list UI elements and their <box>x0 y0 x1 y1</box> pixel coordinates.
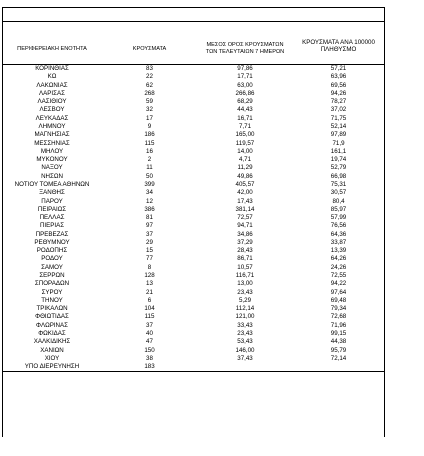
cell-avg7: 119,57 <box>235 139 255 147</box>
cell-avg7: 14,00 <box>237 147 253 155</box>
cell-cases: 32 <box>146 106 153 114</box>
cell-avg7: 266,86 <box>235 89 255 97</box>
cell-cases: 150 <box>144 346 155 354</box>
cell-cases: 115 <box>144 313 155 321</box>
cell-per100k: 97,64 <box>330 288 347 296</box>
table-row <box>2 313 384 321</box>
cell-avg7: 53,43 <box>237 338 253 346</box>
cell-avg7: 5,29 <box>238 296 252 304</box>
cell-region: ΝΑΞΟΥ <box>41 164 63 172</box>
cell-per100k: 30,57 <box>330 189 347 197</box>
cell-per100k: 80,4 <box>332 197 345 205</box>
cell-cases: 37 <box>146 230 153 238</box>
cell-per100k: 72,68 <box>330 313 347 321</box>
cell-per100k: 33,87 <box>330 238 347 246</box>
cell-avg7: 33,43 <box>237 321 253 329</box>
cell-avg7: 23,43 <box>237 288 253 296</box>
cell-avg7: 17,43 <box>237 197 253 205</box>
cell-region: ΛΕΥΚΑΔΑΣ <box>35 114 69 122</box>
cell-cases: 37 <box>146 321 153 329</box>
table-row <box>2 164 384 172</box>
table-row <box>2 156 384 164</box>
cell-avg7: 86,71 <box>237 255 253 263</box>
cell-region: ΦΛΩΡΙΝΑΣ <box>36 321 68 329</box>
cell-region: ΞΑΝΘΗΣ <box>39 189 65 197</box>
cell-cases: 186 <box>144 131 155 139</box>
cell-per100k: 72,55 <box>330 272 347 280</box>
cell-per100k: 75,31 <box>330 180 347 188</box>
cell-per100k: 64,36 <box>330 230 347 238</box>
cell-avg7: 28,43 <box>237 247 253 255</box>
cell-cases: 29 <box>146 238 153 246</box>
cell-cases: 21 <box>146 288 153 296</box>
cell-cases: 22 <box>146 73 153 81</box>
cell-region: ΣΕΡΡΩΝ <box>39 272 65 280</box>
cell-region: ΚΩ <box>47 73 57 81</box>
table-row <box>2 198 384 206</box>
cell-region: ΣΑΜΟΥ <box>41 263 63 271</box>
cell-avg7: 121,00 <box>235 313 255 321</box>
cell-avg7: 37,29 <box>237 238 253 246</box>
header-per100k-line1: ΚΡΟΥΣΜΑΤΑ ΑΝΑ 100000 <box>302 39 375 46</box>
cases-table-body <box>2 65 384 372</box>
table-row <box>2 65 384 73</box>
second-rule <box>2 21 384 22</box>
cell-per100k: 52,79 <box>330 164 347 172</box>
cell-cases: 8 <box>147 263 152 271</box>
cell-avg7: 49,86 <box>237 172 253 180</box>
table-row <box>2 82 384 90</box>
cell-cases: 9 <box>147 122 152 130</box>
cell-avg7 <box>197 363 293 372</box>
cell-region: ΠΙΕΡΙΑΣ <box>39 222 65 230</box>
table-row <box>2 181 384 189</box>
cell-cases: 97 <box>146 222 153 230</box>
cell-avg7: 44,43 <box>237 106 253 114</box>
table-row <box>2 140 384 148</box>
cell-cases: 128 <box>144 272 155 280</box>
cell-avg7: 63,00 <box>237 81 253 89</box>
cell-avg7: 23,43 <box>237 330 253 337</box>
table-row <box>2 115 384 123</box>
cell-cases: 386 <box>144 205 155 213</box>
table-row <box>2 264 384 272</box>
cell-cases: 399 <box>144 180 155 188</box>
table-row <box>2 272 384 280</box>
cell-per100k: 64,26 <box>330 255 347 263</box>
cell-region: ΦΘΙΩΤΙΔΑΣ <box>35 313 69 321</box>
cell-per100k: 99,15 <box>330 330 347 337</box>
cell-per100k: 24,26 <box>330 263 347 271</box>
cell-cases: 104 <box>144 305 155 313</box>
cell-region: ΛΗΜΝΟΥ <box>38 122 66 130</box>
cell-avg7: 165,00 <box>235 131 255 139</box>
cell-region: ΣΠΟΡΑΔΩΝ <box>34 280 70 288</box>
cell-avg7: 37,43 <box>237 354 253 362</box>
cell-region: ΚΟΡΙΝΘΙΑΣ <box>35 65 69 72</box>
cell-per100k: 97,89 <box>330 131 347 139</box>
header-per100k-line2: ΠΛΗΘΥΣΜΟ <box>320 46 357 53</box>
cell-per100k: 71,75 <box>330 114 347 122</box>
table-row <box>2 231 384 239</box>
table-row <box>2 90 384 98</box>
cell-region: ΜΕΣΣΗΝΙΑΣ <box>34 139 70 147</box>
cell-per100k: 57,99 <box>330 214 347 222</box>
cell-cases: 2 <box>147 156 152 164</box>
cell-avg7: 10,57 <box>237 263 253 271</box>
cell-per100k: 13,39 <box>330 247 347 255</box>
cell-per100k: 37,02 <box>330 106 347 114</box>
cell-region: ΦΩΚΙΔΑΣ <box>38 330 66 337</box>
table-row <box>2 206 384 214</box>
cell-cases: 183 <box>102 363 197 372</box>
cell-avg7: 11,29 <box>237 164 253 172</box>
cell-cases: 77 <box>146 255 153 263</box>
cell-per100k: 85,97 <box>330 205 347 213</box>
cell-cases: 6 <box>147 296 152 304</box>
cell-avg7: 116,71 <box>235 272 255 280</box>
cell-region: ΠΕΛΛΑΣ <box>39 214 65 222</box>
cell-avg7: 112,14 <box>235 305 255 313</box>
cell-per100k: 69,48 <box>330 296 347 304</box>
table-row <box>2 247 384 255</box>
cell-per100k: 71,96 <box>330 321 347 329</box>
cell-cases: 62 <box>146 81 153 89</box>
cell-per100k: 161,1 <box>330 147 347 155</box>
cell-avg7: 42,00 <box>237 189 253 197</box>
cell-per100k: 94,26 <box>330 89 347 97</box>
table-row <box>2 73 384 81</box>
cell-region: ΡΟΔΟΥ <box>41 255 63 263</box>
top-rule <box>2 7 384 8</box>
cell-cases: 40 <box>146 330 153 337</box>
cell-cases: 83 <box>146 65 153 72</box>
right-border <box>384 7 385 437</box>
cell-per100k: 66,98 <box>330 172 347 180</box>
cell-region: ΥΠΟ ΔΙΕΡΕΥΝΗΣΗ <box>2 363 102 372</box>
cell-region: ΝΟΤΙΟΥ ΤΟΜΕΑ ΑΘΗΝΩΝ <box>14 180 90 188</box>
cell-avg7: 13,00 <box>237 280 253 288</box>
table-row <box>2 289 384 297</box>
cell-region: ΡΕΘΥΜΝΟΥ <box>34 238 70 246</box>
table-row <box>2 355 384 363</box>
table-row <box>2 173 384 181</box>
cell-region: ΧΑΝΙΩΝ <box>40 346 64 354</box>
cell-cases: 12 <box>146 197 153 205</box>
cell-avg7: 4,71 <box>238 156 252 164</box>
cell-cases: 38 <box>146 354 153 362</box>
cell-cases: 15 <box>146 247 153 255</box>
table-row <box>2 222 384 230</box>
table-row <box>2 297 384 305</box>
cell-avg7: 405,57 <box>235 180 255 188</box>
cell-cases: 115 <box>144 139 155 147</box>
cell-avg7: 72,57 <box>237 214 253 222</box>
table-row <box>2 106 384 114</box>
table-row <box>2 123 384 131</box>
cell-region: ΧΑΛΚΙΔΙΚΗΣ <box>33 338 71 346</box>
cell-cases: 11 <box>146 164 153 172</box>
table-row <box>2 363 384 372</box>
cell-avg7: 381,14 <box>235 205 255 213</box>
table-row <box>2 305 384 313</box>
cell-per100k: 63,96 <box>330 73 347 81</box>
cell-region: ΣΥΡΟΥ <box>41 288 63 296</box>
cell-avg7: 94,71 <box>237 222 253 230</box>
cell-region: ΤΗΝΟΥ <box>41 296 63 304</box>
cell-per100k: 71,9 <box>332 139 345 147</box>
cell-cases: 59 <box>146 98 153 106</box>
cell-per100k: 94,22 <box>330 280 347 288</box>
cell-cases: 268 <box>144 89 155 97</box>
cell-per100k: 76,56 <box>330 222 347 230</box>
table-row <box>2 189 384 197</box>
cell-cases: 81 <box>146 214 153 222</box>
cases-table-frame <box>2 7 384 437</box>
cell-region: ΜΑΓΝΗΣΙΑΣ <box>34 131 70 139</box>
cell-per100k: 57,21 <box>330 65 347 72</box>
table-row <box>2 280 384 288</box>
table-row <box>2 148 384 156</box>
cell-avg7: 17,71 <box>237 73 253 81</box>
cell-region: ΡΟΔΟΠΗΣ <box>36 247 68 255</box>
table-row <box>2 98 384 106</box>
header-region: ΠΕΡΙΦΕΡΕΙΑΚΗ ΕΝΟΤΗΤΑ <box>17 46 87 52</box>
cell-avg7: 146,00 <box>235 346 255 354</box>
cell-region: ΧΙΟΥ <box>44 354 60 362</box>
cell-region: ΠΑΡΟΥ <box>41 197 63 205</box>
cell-region: ΛΑΚΩΝΙΑΣ <box>36 81 68 89</box>
cell-region: ΝΗΣΩΝ <box>41 172 63 180</box>
cell-cases: 47 <box>146 338 153 346</box>
cell-region: ΤΡΙΚΑΛΩΝ <box>36 305 68 313</box>
cell-cases: 13 <box>146 280 153 288</box>
cell-avg7: 34,86 <box>237 230 253 238</box>
cell-per100k: 19,74 <box>330 156 347 164</box>
cell-per100k: 44,38 <box>330 338 347 346</box>
table-row <box>2 131 384 139</box>
cell-cases: 16 <box>146 147 153 155</box>
cell-region: ΠΕΙΡΑΙΩΣ <box>37 205 67 213</box>
cell-region: ΛΑΣΙΘΙΟΥ <box>37 98 67 106</box>
cell-region: ΜΥΚΟΝΟΥ <box>36 156 68 164</box>
cell-region: ΛΕΣΒΟΥ <box>39 106 65 114</box>
cell-per100k: 79,34 <box>330 305 347 313</box>
cell-cases: 34 <box>146 189 153 197</box>
cell-region: ΜΗΛΟΥ <box>40 147 64 155</box>
cell-avg7: 97,86 <box>237 65 253 72</box>
cell-per100k <box>293 363 384 372</box>
table-row <box>2 347 384 355</box>
header-cases: ΚΡΟΥΣΜΑΤΑ <box>132 46 167 52</box>
table-row <box>2 255 384 263</box>
cell-cases: 50 <box>146 172 153 180</box>
cell-cases: 17 <box>146 114 153 122</box>
table-row <box>2 239 384 247</box>
cell-region: ΠΡΕΒΕΖΑΣ <box>35 230 69 238</box>
cell-avg7: 68,29 <box>237 98 253 106</box>
cell-per100k: 78,27 <box>330 98 347 106</box>
table-row <box>2 214 384 222</box>
cell-per100k: 52,14 <box>330 122 347 130</box>
cell-avg7: 7,71 <box>238 122 252 130</box>
table-row <box>2 330 384 338</box>
header-avg7-line1: ΜΕΣΟΣ ΟΡΟΣ ΚΡΟΥΣΜΑΤΩΝ <box>206 42 284 48</box>
cell-avg7: 16,71 <box>237 114 253 122</box>
cell-per100k: 69,56 <box>330 81 347 89</box>
header-avg7-line2: ΤΩΝ ΤΕΛΕΥΤΑΙΩΝ 7 ΗΜΕΡΩΝ <box>205 49 285 55</box>
table-row <box>2 338 384 346</box>
cases-table <box>2 65 384 372</box>
cell-region: ΛΑΡΙΣΑΣ <box>39 89 65 97</box>
cell-per100k: 72,14 <box>330 354 347 362</box>
cell-per100k: 95,79 <box>330 346 347 354</box>
table-row <box>2 322 384 330</box>
